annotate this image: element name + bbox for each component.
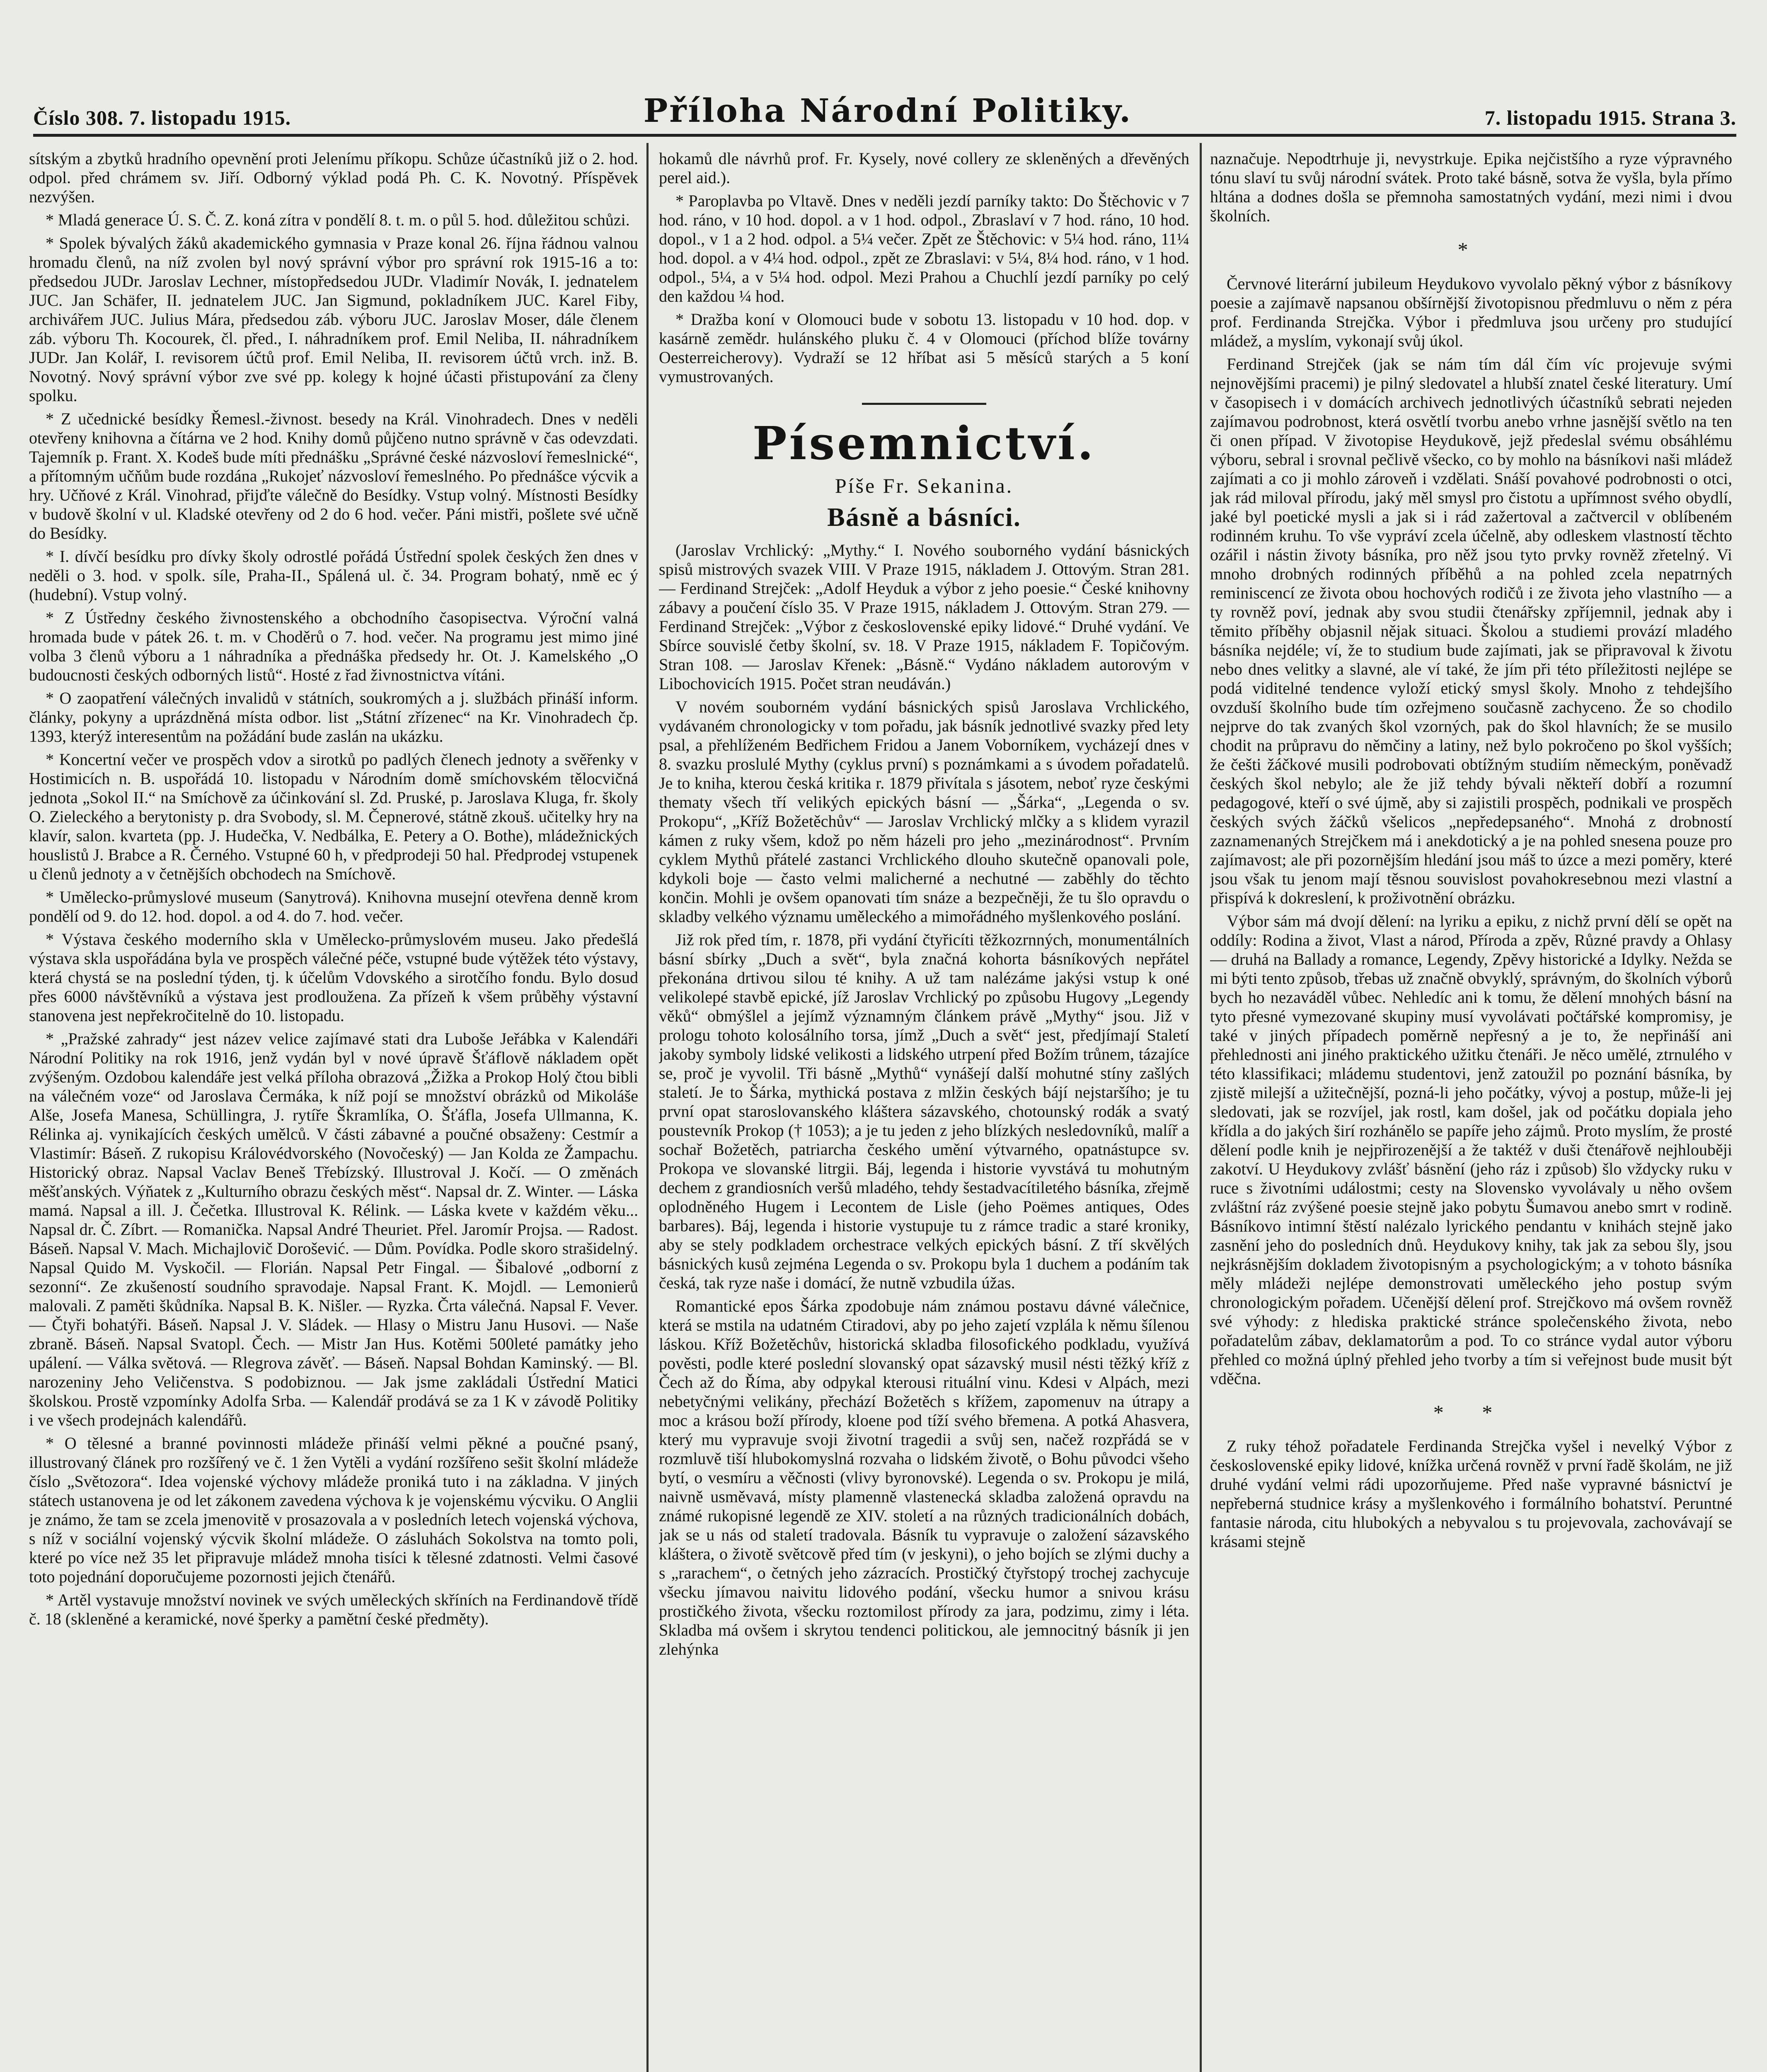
news-paragraph: * Výstava českého moderního skla v Umělecko-průmyslovém museu. Jako předešlá výstava skla uspořádána byla ve prospěch válečné péče, vstupné bude výtěžek této výstavy, která chystá se na poslední týden, tj. k účelům Vdovského a sirotčího fondu. Bylo dosud přes 6000 návštěvníků a výstava jest prodloužena. Za přízeň k všem průběhy výstavní stanovena jest nepřekročitelně do 10. listopadu. (29, 930, 638, 1025)
page-header (33, 91, 1736, 137)
article-paragraph: (Jaroslav Vrchlický: „Mythy.“ I. Nového souborného vydání básnických spisů mistrových svazek VIII. V Praze 1915, nákladem J. Ottovým. Stran 281. — Ferdinand Strejček: „Adolf Heyduk a výbor z jeho poesie.“ České knihovny zábavy a poučení číslo 35. V Praze 1915, nákladem J. Ottovým. Stran 279. — Ferdinand Strejček: „Výbor z československé epiky lidové.“ Druhé vydání. Ve Sbírce souvislé četby školní, sv. 18. V Praze 1915, nákladem F. Topičovým. Stran 108. — Jaroslav Křenek: „Básně.“ Vydáno nákladem autorovým v Libochovicích 1915. Počet stran neudáván.) (659, 540, 1189, 693)
article-title: Básně a básníci. (827, 502, 1021, 532)
article-paragraph: Výbor sám má dvojí dělení: na lyriku a epiku, z nichž první dělí se opět na oddíly: Rodina a život, Vlast a národ, Příroda a zpěv, Různé pravdy a Ohlasy — druhá na Ballady a romance, Legendy, Zpěvy historické a Idylky. Nežda se mi býti tento způsob, třebas už značně obvyklý, správným, do školních výborů bych ho nezaváděl vůbec. Nehledíc ani k tomu, že dělení mnohých básní na tyto přesné vymezované skupiny musí vyvolávati počtářské kompromisy, je také v jiných případech poměrně nepřesný a je to, že nepřináší ani přehlednosti ani jiného praktického užitku čtenáři. Je něco umělé, ztrnulého v této klassifikaci; mládemu studentovi, jenž zatoužil po poznání básníka, by zjistě milejší a užitečnější, pozná-li jeho počátky, vývoj a postup, může-li jej sledovati, jak se rozvíjel, jak rostl, kam došel, jak od počátku dopiala jeho křídla a do jakých širí rozhánělo se papíře jeho zájmů. Proto myslím, že prosté dělení podle knih je nejpřirozenější a že taktéž v duši čtenářově nejhlouběji zakotví. U Heydukovy zvlášť básnění (jeho ráz i způsob) šlo vždycky ruku v ruce s životními událostmi; cesty na Slovensko vyvolávaly u něho ovšem zvláštní ráz zvýšené poesie stejně jako pobytu Šumavou anebo smrt v rodině. Básníkovo intimní štěstí nalézalo lyrického pendantu v knihách stejně jako zasnění jeho do posledních dnů. Heydukovy knihy, tak jak za sebou šly, jsou nejkrásnějším dokladem životopisným a psychologickým; a v tohoto básníka měly mládeži nejlépe demonstrovati uměleckého jeho postup svým chronologickým pořadem. Učenější dělení prof. Strejčkovo má ovšem rovněž své výhody: z hlediska praktické stránce společenského života, nebo pořadatelům zábav, deklamatorům a pod. To co stránce vydal autor výboru přehled co možná úplný přehled jeho tvorby a tím si veřejnost bude musit být vděčna. (1210, 911, 1732, 1388)
section-separator: * (1457, 238, 1485, 261)
column-news-left (29, 149, 638, 2072)
column-middle (659, 149, 1189, 2072)
article-paragraph: Romantické epos Šárka zpodobuje nám známou postavu dávné válečnice, která se mstila na udatném Ctiradovi, aby po jeho zajetí vzplála k němu šílenou láskou. Kříž Božetěchův, historická skladba filosofického podkladu, využívá pověsti, podle které poslední slovanský opat sázavský musil nésti těžký kříž z Čech až do Říma, aby odpykal kterousi rituální vinu. Kdesi v Alpách, mezi nebetyčnými velikány, přechází Božetěch s křížem, zapomenuv na útrapy a moc a krásou boží přírody, kloene pod tíží svého břemena. A potká Ahasvera, který mu vypravuje svoji životní tragedii a svůj sen, načež rozpřádá se v rozmluvě tiší hlubokomyslná rozvaha o lidském životě, o Bohu původci všeho bytí, o vesmíru a věčnosti (vlivy byronovské). Legenda o sv. Prokopu je milá, naivně usměvavá, místy plamenně vlastenecká skladba založená opravdu na známé rukopisné legendě ze XIV. století a na různých tradicionálních dobách, jak se u nás od staletí tradovala. Básník tu vypravuje o založení sázavského kláštera, o životě světcově před tím (v jeskyni), o jeho bojích se zlými duchy a s „rarachem“, o četných jeho zázracích. Prostičký čtyřstopý trochej zachycuje všecku jímavou naivitu lidového podání, všecku humor a snivou krásu prostičkého života, všecku roztomilost přírody za jara, podzimu, zimy i léta. Skladba má ovšem i skrytou tendenci politickou, ale jemnocitný básník ji jen zlehýnka (659, 1296, 1189, 1658)
article-paragraph: naznačuje. Nepodtrhuje ji, nevystrkuje. Epika nejčistšího a ryze výpravného tónu slaví tu svůj národní svátek. Proto také básně, sotva že vyšla, byla přímo hltána a dodnes došla se přemnoha samostatných vydání, mezi nimi i dvou školních. (1210, 149, 1732, 225)
section-separator: * * (1433, 1400, 1509, 1424)
news-paragraph: * „Pražské zahrady“ jest název velice zajímavé stati dra Luboše Jeřábka v Kalendáři Národní Politiky na rok 1916, jenž vydán byl v nové úpravě Šťáflově nákladem opět zvýšeným. Ozdobou kalendáře jest velká příloha obrazová „Žižka a Prokop Holý čtou bibli na válečném voze“ od Jaroslava Čermáka, k níž pojí se množství obrázků od Mikoláše Alše, Josefa Manesa, Schüllingra, J. rytíře Škramlíka, O. Šťáfla, Josefa Ullmanna, K. Rélinka aj. vynikajících českých umělců. V části zábavné a poučné obsaženy: Cestmír a Vlastimír: Báseň. Z rukopisu Královédvorského (Novočeský) — Jan Kolda ze Žampachu. Historický obraz. Napsal Vaclav Beneš Třebízský. Illustroval J. Kočí. — O změnách měšťanských. Výňatek z „Kulturního obrazu českých měst“. Napsal dr. Z. Winter. — Láska mamá. Napsal a ill. J. Čečetka. Illustroval K. Rélink. — Láska kvete v každém věku... Napsal dr. Č. Zíbrt. — Romanička. Napsal André Theuriet. Přel. Jaromír Projsa. — Radost. Báseň. Napsal V. Mach. Michajlovič Dorošević. — Dům. Povídka. Podle skoro strašidelný. Napsal Quido M. Vyskočil. — Florián. Napsal Petr Fingal. — Šibalové „odborní z sezonní“. Ze zkušeností soudního spravodaje. Napsal Frant. K. Mojdl. — Lemonierů malovali. Z paměti škůdníka. Napsal B. K. Nišler. — Ryzka. Črta válečná. Napsal F. Vever. — Čtyři bohatýři. Báseň. Napsal J. V. Sládek. — Hlasy o Mistru Janu Husovi. — Naše zbraně. Báseň. Napsal Svatopl. Čech. — Mistr Jan Hus. Kotěmi 500leté památky jeho upálení. — Válka světová. — Rlegrova závěť. — Báseň. Napsal Bohdan Kaminský. — Bl. narozeniny Jeho Veličenstva. S podobiznou. — Jak jsme zakládali Ústřední Matici školskou. Prostě vzpomínky Adolfa Srba. — Kalendář prodává se za 1 K v závodě Politiky i ve všech prodejnách kalendářů. (29, 1029, 638, 1429)
news-paragraph: hokamů dle návrhů prof. Fr. Kysely, nové collery ze skleněných a dřevěných perel aid.). (659, 149, 1189, 187)
news-paragraph: * Paroplavba po Vltavě. Dnes v neděli jezdí parníky takto: Do Štěchovic v 7 hod. ráno, v 10 hod. dopol. a v 1 hod. odpol., Zbraslaví v 7 hod. ráno, 10 hod. dopol., v 1 a 2 hod. odpol. a 5¼ večer. Zpět ze Štěchovic: v 5¼ hod. ráno, 11¼ hod. dopol. a v 4¼ hod. odpol., zpět ze Zbraslavi: v 5¼, 8¼ hod. ráno, v 1 hod. odpol., 5¼, a v 5¼ hod. odpol. Mezi Prahou a Chuchlí jezdí parníky po celý den každou ¼ hod. (659, 191, 1189, 305)
news-paragraph: sítským a zbytků hradního opevnění proti Jelenímu příkopu. Schůze účastníků již o 2. hod. odpol. před chrámem sv. Jiří. Odborný výklad podá Ph. C. K. Novotný. Příspěvek nezvýšen. (29, 149, 638, 206)
news-paragraph: * O zaopatření válečných invalidů v státních, soukromých a j. službách přináší inform. články, pokyny a uprázdněná místa odbor. list „Státní zřízenec“ na Kr. Vinohradech čp. 1393, kterýž interesentům na požádání bude zaslán na ukázku. (29, 689, 638, 746)
news-paragraph: * O tělesné a branné povinnosti mládeže přináší velmi pěkné a poučné psaný, illustrovaný článek pro rozšířený ve č. 1 žen Vytěli a vydání rozšířeno sešit školní mládeže číslo „Světozora“. Idea vojenské výchovy mládeže proniká tuto i na základna. V jiných státech ustanovena je od let zákonem zavedena výchova k je vojenskému výcviku. O Anglii je známo, že tam se zcela jmenovitě v prosazovala a v posledních letech vojenská výchova, s níž v sociální vojenský výcvik školní mládeže. O zásluhách Sokolstva na tomto poli, které po více než 35 let připravuje mládež mnoha tisíci k tělesné zdatnosti. Velmi časové toto pojednání doporučujeme pozornosti jejich čtenářů. (29, 1434, 638, 1586)
article-paragraph: Již rok před tím, r. 1878, při vydání čtyřicíti těžkozrnných, monumentálních básní sbírky „Duch a svět“, byla značná kohorta básníkových nepřátel překonána drtivou silou té knihy. A už tam nalézáme jakýsi vstup k oné velikolepé stavbě epické, jíž Jaroslav Vrchlický po způsobu Hugovy „Legendy věků“ obmýšlel a jejímž významným článkem právě „Mythy“ jsou. Již v prologu tohoto kolosálního torsa, jímž „Duch a svět“ jest, předjímají Staletí jakoby symboly lidské velikosti a lidského utrpení před Božím trůnem, tázajíce se, proč je vyvolil. Tři básně „Mythů“ vynášejí další mohutné stíny zašlých staletí. Je to Šárka, mythická postava z mlžin českých bájí nejstaršího; je tu první opat staroslovanského kláštera sázavského, chotounský rodák a svatý poustevník Prokop († 1053); a je tu jeden z jeho blízkých nesledovníků, malíř a sochař Božetěch, patriarcha českého umění výtvarného, opatnástupce sv. Prokopa ve slovanské litrgii. Báj, legenda i historie vyvstává tu mohutným dechem z grandiosních veršů mladého, tehdy šestadvacítiletého básníka, zřejmě oplodněného Hugem i Lecontem de Lisle (jeho Poëmes antiques, Odes barbares). Báj, legenda i historie vystupuje tu z rámce tradic a staré kroniky, aby se stely podkladem orchestrace velkých epických básní. Z tří skvělých básnických kusů zejména Legenda o sv. Prokopu byla 1 duchem a podáním tak česká, tak ryze naše i domácí, že nutně vzbudila úžas. (659, 930, 1189, 1292)
section-title: Písemnictví. (752, 416, 1096, 470)
news-paragraph: * Dražba koní v Olomouci bude v sobotu 13. listopadu v 10 hod. dop. v kasárně zemědr. hulánského pluku č. 4 v Olomouci (příchod blíže továrny Oesterreicherovy). Vydraží se 12 hříbat asi 5 měsíců starých a 5 koní vymustrovaných. (659, 310, 1189, 386)
column-right (1210, 149, 1732, 2072)
publication-title: Příloha Národní Politiky. (643, 92, 1133, 130)
section-author: Píše Fr. Sekanina. (835, 474, 1014, 497)
article-paragraph: Červnové literární jubileum Heydukovo vyvolalo pěkný výbor z básníkovy poesie a zajímavě napsanou obšírnější životopisnou předmluvu o něm z péra prof. Ferdinanda Strejčka. Výbor i předmluva jsou určeny pro studující mládež, a myslím, vykonají svůj úkol. (1210, 274, 1732, 350)
column-divider (1200, 143, 1202, 2072)
news-paragraph: * Z učednické besídky Řemesl.-živnost. besedy na Král. Vinohradech. Dnes v neděli otevřeny knihovna a čítárna ve 2 hod. Knihy domů půjčeno nutno správně v čas odevzdati. Tajemník p. Frant. X. Kodeš bude míti přednášku „Správné české názvosloví řemeslnické“, a přítomným učňům bude rozdána „Rukojeť názvosloví řemeslného. Po přednášce výcvik a hry. Učňové z Král. Vinohrad, přijďte válečně do Besídky. Vstup volný. Místnosti Besídky v budově školní v ul. Kladské otevřeny od 2 do 6 hod. večer. Páni mistři, pošlete své učně do Besídky. (29, 409, 638, 542)
section-header (659, 403, 1189, 533)
news-paragraph: * Koncertní večer ve prospěch vdov a sirotků po padlých členech jednoty a svěřenky v Hostimicích n. B. uspořádá 10. listopadu v Národním domě smíchovském tělocvičná jednota „Sokol II.“ na Smíchově za účinkování sl. Zd. Pruské, p. Jaroslava Kluga, fr. školy O. Zieleckého a berytonisty p. dra Svobody, sl. M. Čepnerové, státně zkouš. učitelky hry na klavír, salon. kvarteta (pp. J. Hudečka, V. Nedbálka, E. Petery a O. Bothe), mládežnických houslistů J. Brabce a R. Černého. Vstupné 60 h, v předprodeji 50 hal. Předprodej vstupenek u členů jednoty a v četnějších obchodech na Smíchově. (29, 750, 638, 883)
article-paragraph: Ferdinand Strejček (jak se nám tím dál čím víc projevuje svými nejnovějšími pracemi) je pilný sledovatel a hlubší znatel české literatury. Umí v časopisech i v domácích archivech jednotlivých účastníků sebrati nejeden zajímavou podrobnost, která osvětlí tvorbu anebo vrhne jasnější světlo na ten či onen případ. V životopise Heydukově, jejž předeslal svému obsáhlému výboru, sebral i srovnal pečlivě všecko, co by mohlo na básníkovi naši mládež zajímati a co ji mohlo zároveň i vzdělati. Snáší povahové podrobnosti o otci, jak rád miloval přírodu, jaký měl smysl pro čistotu a upřímnost svého obydlí, jaké byl poetické mysli a jak si i rád zažertoval a začtvercil v oblíbeném rodinném kruhu. To vše vypráví zcela účelně, aby odleskem vlastností těchto ozářil i nástin životy básníka, pro něž jsou tyto prvky rovněž zřetelný. Vi mnoho drobných rodinných příběhů a na pohled zcela nepatrných reminiscencí ze života obou hochových rodičů i ze života jeho vlastního — a ty rovněž poví, jednak aby svou studii čtenářsky zpříjemnil, jednak aby i těmito příběhy objasnil nějak situaci. Školou a studiemi provází mladého básníka nejdéle; ví, že to studium bude zajímati, jak se připravoval k životu nebo dnes velitky a slavné, ale ví také, že jím při této příležitosti nejlépe se podá viditelné tendence vyloží etický smysl školy. Mnoho z tehdejšího ovzduší školního bude tím ozřejmeno současně zachyceno. Že so chodilo nejprve do tak zvaných škol vzorných, pak do škol hlavních; že se musilo chodit na průpravu do němčiny a latiny, než bylo pokročeno po škol vyšších; že češti žáčkové musili podrobovati obtížným studiím německým, poněvadž českých škol nebylo; ale že již tehdy bývali někteří dobří a rozumní pedagogové, kteří o své újmě, aby si zajistili prospěch, podnikali ve prospěch českých svých žáčků všelicos „nepředepsaného“. Mnohá z drobností zaznamenaných Strejčkem má i anekdotický a je na pohled snesena pouze pro zajímavost; ale při pozornějším hledání jsou máš to úzce a mezi poměry, které jsou však tu jenom mají těsnou souvislost povahokresebnou mezi vlastní a přispívá k dokreslení, k proživotnění obrázku. (1210, 354, 1732, 907)
news-paragraph: * Umělecko-průmyslové museum (Sanytrová). Knihovna musejní otevřena denně krom pondělí od 9. do 12. hod. dopol. a od 4. do 7. hod. večer. (29, 888, 638, 925)
section-divider (862, 403, 986, 405)
issue-number: Číslo 308. 7. listopadu 1915. (33, 106, 291, 129)
column-divider (646, 143, 649, 2072)
article-paragraph: Z ruky téhož pořadatele Ferdinanda Strejčka vyšel i nevelký Výbor z československé epiky lidové, knížka určená rovněž v první řadě školám, ne již druhé vydání velmi rádi upozorňujeme. Před naše vypravné básnictví je nepřeberná studnice krásy a myšlenkového i formálního bohatství. Peruntné fantasie národa, citu hlubokých a nebyvalou s tu projevovala, zachovávají se krásami stejně (1210, 1437, 1732, 1551)
news-paragraph: * Z Ústředny českého živnostenského a obchodního časopisectva. Výroční valná hromada bude v pátek 26. t. m. v Choděrů o 7. hod. večer. Na programu jest mimo jiné volba 3 členů výboru a 1 náhradníka a přednáška předsedy hr. Ot. J. Kamelského „O budoucnosti českých odborných listů“. Hosté z řad živnostnictva vítáni. (29, 608, 638, 684)
news-paragraph: * Mladá generace Ú. S. Č. Z. koná zítra v pondělí 8. t. m. o půl 5. hod. důležitou schůzi. (46, 211, 630, 229)
article-paragraph: V novém souborném vydání básnických spisů Jaroslava Vrchlického, vydávaném chronologicky v tom pořadu, jak básník jednotlivé svazky před lety psal, a přehlíženém Bedřichem Fridou a Janem Voborníkem, vycházejí dnes v 8. svazku proslulé Mythy (cyklus první) s poznámkami a s úvodem pořadatelů. Je to kniha, kterou česká kritika r. 1879 přivítala s jásotem, neboť ryze českými thematy všech tří velikých epických básní — „Šárka“, „Legenda o sv. Prokopu“, „Kříž Božetěchův“ — Jaroslav Vrchlický mlčky a s klidem vyrazil kámen z ruky všem, kdož po něm házeli pro jeho „mezinárodnost“. Prvním cyklem Mythů přátelé zastanci Vrchlického dlouho skutečně opanovali pole, kdykoli boje — často velmi malicherné a nechutné — zaběhly do těchto končin. Mohli je ovšem opanovati tím snáze a bezpečněji, že tu šlo opravdu o skladby velkého významu uměleckého a mimořádného myšlenkového poslání. (659, 697, 1189, 926)
news-paragraph: * Artěl vystavuje množství novinek ve svých uměleckých skříních na Ferdinandově třídě č. 18 (skleněné a keramické, nové šperky a pamětní české předměty). (29, 1590, 638, 1628)
news-paragraph: * Spolek bývalých žáků akademického gymnasia v Praze konal 26. října řádnou valnou hromadu členů, na níž zvolen byl nový správní výbor pro správní rok 1915-16 a to: předsedou JUDr. Jaroslav Lechner, místopředsedou JUDr. Vladimír Novák, I. jednatelem JUC. Jan Schäfer, II. jednatelem JUC. Jan Sigmund, pokladníkem JUC. Karel Fiby, archivářem JUC. Julius Mára, předsedou záb. výboru JUC. Jaroslav Moser, dále členem záb. výboru Th. Kocourek, čl. před., I. náhradníkem prof. Emil Neliba, II. náhradníkem JUDr. Jan Kolář, I. revisorem účtů prof. Emil Neliba, II. revisorem účtů vrch. inž. B. Novotný. Nový správní výbor zve své pp. kolegy k hojné účasti přistupování za členy spolku. (29, 234, 638, 405)
news-paragraph: * I. dívčí besídku pro dívky školy odrostlé pořádá Ústřední spolek českých žen dnes v neděli o 3. hod. v spolk. síle, Praha-II., Spálená ul. č. 34. Program bohatý, nmě ec ý (hudební). Vstup volný. (29, 547, 638, 604)
date-and-page: 7. listopadu 1915. Strana 3. (1484, 106, 1736, 129)
